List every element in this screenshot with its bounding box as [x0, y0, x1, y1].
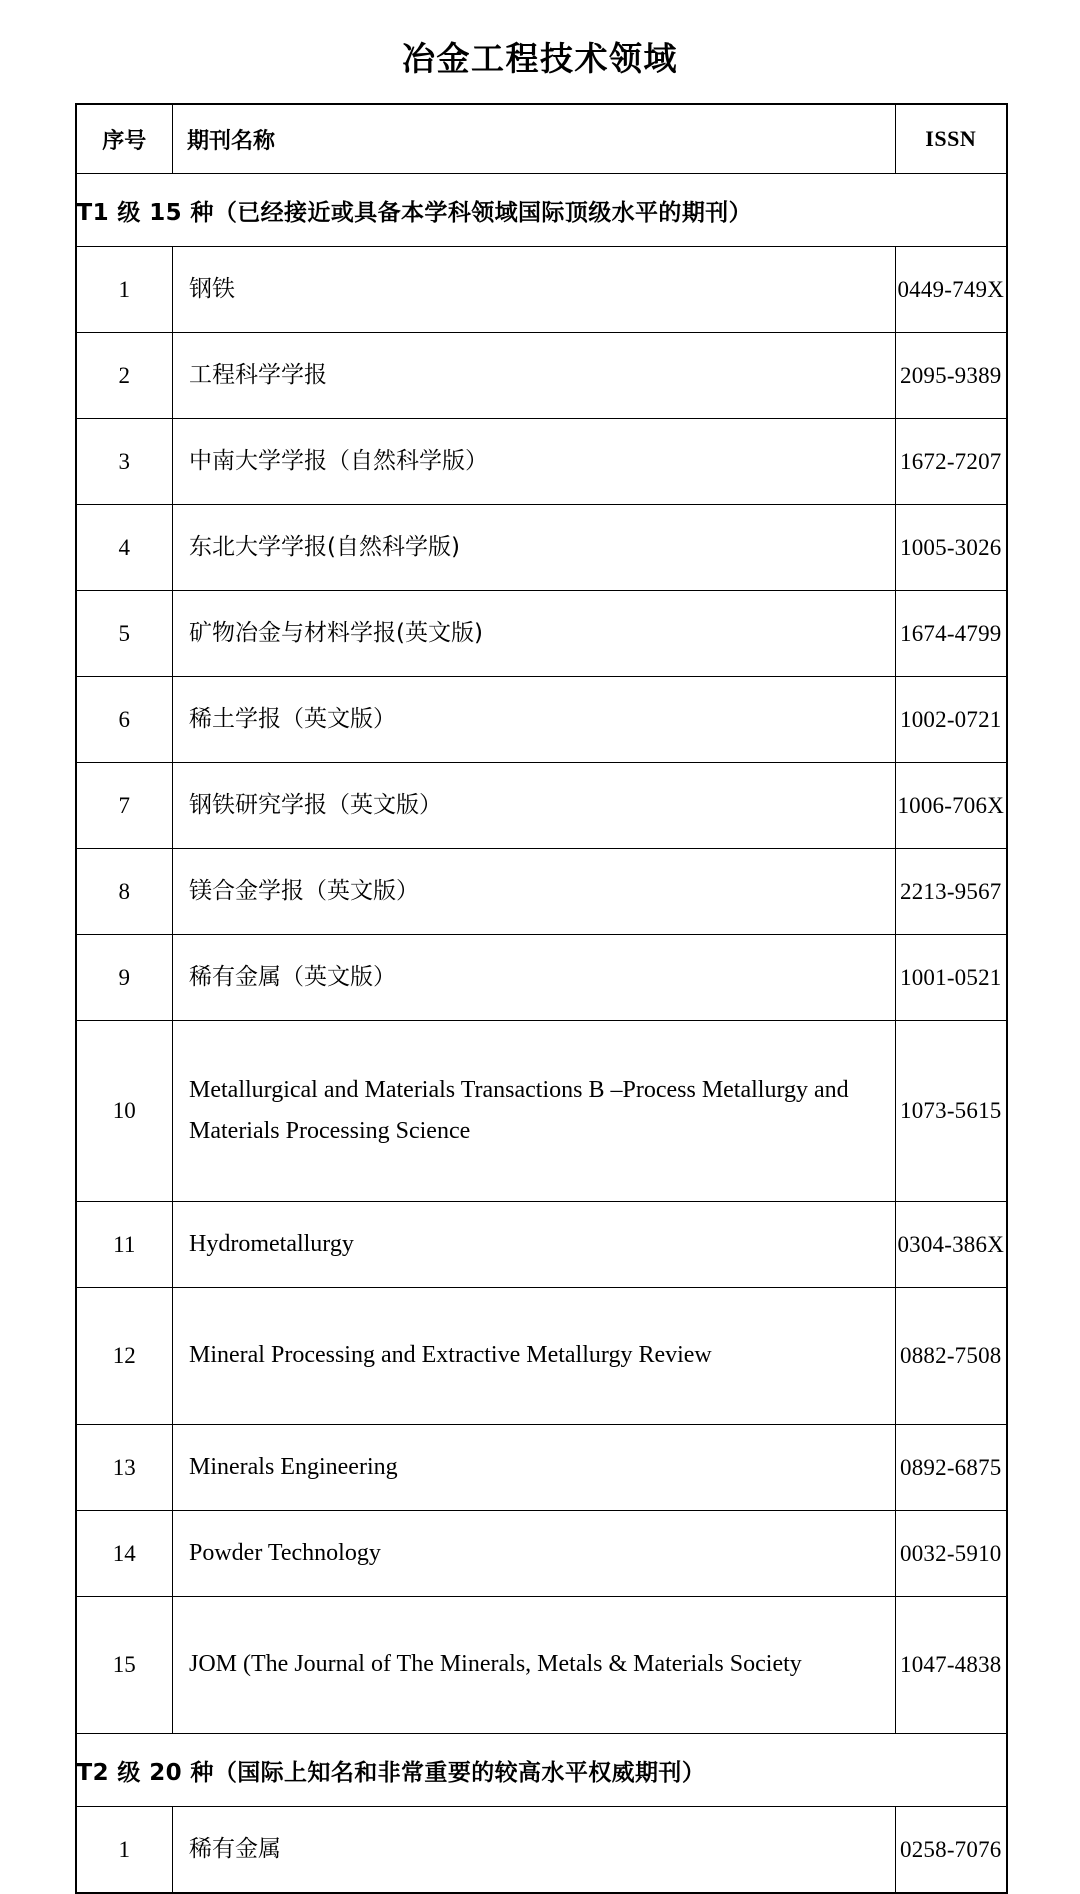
section-heading-row: [76, 174, 1007, 247]
row-index-cell: 12: [76, 1288, 173, 1425]
table-header-row: [76, 104, 1007, 174]
row-index-cell: 2: [76, 333, 173, 419]
issn-cell: 1002-0721: [896, 677, 1007, 763]
issn-cell: 0258-7076: [896, 1807, 1007, 1894]
issn-cell: 2213-9567: [896, 849, 1007, 935]
journal-name-cell: Hydrometallurgy: [173, 1202, 896, 1288]
row-index-cell: 7: [76, 763, 173, 849]
row-index-cell: 9: [76, 935, 173, 1021]
row-index-cell: 8: [76, 849, 173, 935]
row-index-cell: 11: [76, 1202, 173, 1288]
table-row: [76, 849, 1007, 935]
table-row: [76, 935, 1007, 1021]
journal-name-cell: 钢铁: [173, 247, 896, 333]
issn-cell: 0304-386X: [896, 1202, 1007, 1288]
journal-name-cell: 镁合金学报（英文版）: [173, 849, 896, 935]
table-row: [76, 1425, 1007, 1511]
journal-table-body: [76, 104, 1007, 1893]
issn-cell: 0892-6875: [896, 1425, 1007, 1511]
issn-cell: 0449-749X: [896, 247, 1007, 333]
issn-cell: 1672-7207: [896, 419, 1007, 505]
row-index-cell: 1: [76, 247, 173, 333]
journal-name-cell: 工程科学学报: [173, 333, 896, 419]
table-row: [76, 1597, 1007, 1734]
journal-name-cell: 中南大学学报（自然科学版）: [173, 419, 896, 505]
issn-cell: 1073-5615: [896, 1021, 1007, 1202]
column-header-name: 期刊名称: [173, 104, 896, 174]
table-row: [76, 419, 1007, 505]
journal-name-cell: Metallurgical and Materials Transactions B –Process Metallurgy and Materials Processing Science: [173, 1021, 896, 1202]
journal-name-cell: 稀土学报（英文版）: [173, 677, 896, 763]
table-row: [76, 333, 1007, 419]
journal-name-cell: 东北大学学报(自然科学版): [173, 505, 896, 591]
issn-cell: 1674-4799: [896, 591, 1007, 677]
row-index-cell: 4: [76, 505, 173, 591]
journal-name-cell: Mineral Processing and Extractive Metallurgy Review: [173, 1288, 896, 1425]
table-row: [76, 591, 1007, 677]
journal-table-wrapper: [75, 103, 1006, 1894]
journal-name-cell: 稀有金属（英文版）: [173, 935, 896, 1021]
table-row: [76, 1202, 1007, 1288]
table-row: [76, 505, 1007, 591]
table-row: [76, 1021, 1007, 1202]
journal-name-cell: Powder Technology: [173, 1511, 896, 1597]
issn-cell: 0882-7508: [896, 1288, 1007, 1425]
issn-cell: 1047-4838: [896, 1597, 1007, 1734]
issn-cell: 1006-706X: [896, 763, 1007, 849]
row-index-cell: 3: [76, 419, 173, 505]
row-index-cell: 15: [76, 1597, 173, 1734]
table-row: [76, 1807, 1007, 1894]
journal-name-cell: 钢铁研究学报（英文版）: [173, 763, 896, 849]
page-title: 冶金工程技术领域: [402, 39, 678, 78]
table-row: [76, 763, 1007, 849]
section-heading-row: [76, 1734, 1007, 1807]
journal-name-cell: Minerals Engineering: [173, 1425, 896, 1511]
journal-table: [75, 103, 1008, 1894]
table-row: [76, 677, 1007, 763]
issn-cell: 0032-5910: [896, 1511, 1007, 1597]
table-row: [76, 247, 1007, 333]
row-index-cell: 1: [76, 1807, 173, 1894]
journal-name-cell: JOM (The Journal of The Minerals, Metals & Materials Society: [173, 1597, 896, 1734]
section-heading: T2 级 20 种（国际上知名和非常重要的较高水平权威期刊）: [76, 1734, 1007, 1807]
column-header-no: 序号: [76, 104, 173, 174]
issn-cell: 2095-9389: [896, 333, 1007, 419]
issn-cell: 1001-0521: [896, 935, 1007, 1021]
row-index-cell: 6: [76, 677, 173, 763]
table-row: [76, 1511, 1007, 1597]
column-header-issn: ISSN: [896, 104, 1007, 174]
row-index-cell: 13: [76, 1425, 173, 1511]
row-index-cell: 14: [76, 1511, 173, 1597]
table-row: [76, 1288, 1007, 1425]
row-index-cell: 5: [76, 591, 173, 677]
issn-cell: 1005-3026: [896, 505, 1007, 591]
journal-name-cell: 矿物冶金与材料学报(英文版): [173, 591, 896, 677]
row-index-cell: 10: [76, 1021, 173, 1202]
journal-name-cell: 稀有金属: [173, 1807, 896, 1894]
section-heading: T1 级 15 种（已经接近或具备本学科领域国际顶级水平的期刊）: [76, 174, 1007, 247]
